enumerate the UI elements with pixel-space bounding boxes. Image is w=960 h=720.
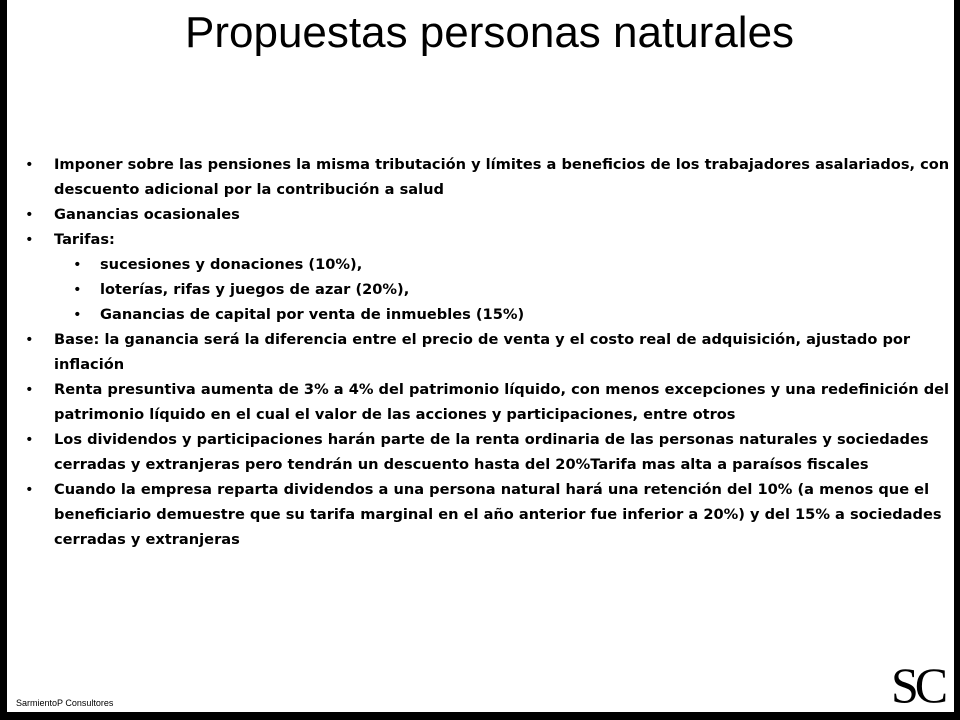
sub-bullet-item: • Ganancias de capital por venta de inmuebles (15%): [25, 302, 950, 327]
footer-company: SarmientoP Consultores: [16, 698, 114, 708]
slide-title: Propuestas personas naturales: [185, 8, 795, 57]
bullet-item: • Base: la ganancia será la diferencia entre el precio de venta y el costo real de adquisición, ajustado por inflación: [25, 327, 950, 377]
bullet-list: [25, 152, 950, 552]
bullet-item: • Ganancias ocasionales: [25, 202, 950, 227]
bullet-item: • Tarifas:: [25, 227, 950, 252]
bullet-item: • Cuando la empresa reparta dividendos a una persona natural hará una retención del 10% (a menos que el beneficiario demuestre que su tarifa marginal en el año anterior fue inferior a 20%) y del 15% a sociedades cerradas y extranjeras: [25, 477, 950, 552]
sc-logo: SC: [891, 657, 945, 712]
sub-bullet-item: • loterías, rifas y juegos de azar (20%),: [25, 277, 950, 302]
slide: [7, 0, 954, 712]
bullet-item: • Imponer sobre las pensiones la misma tributación y límites a beneficios de los trabajadores asalariados, con descuento adicional por la contribución a salud: [25, 152, 950, 202]
sub-bullet-item: • sucesiones y donaciones (10%),: [25, 252, 950, 277]
bullet-item: • Los dividendos y participaciones harán parte de la renta ordinaria de las personas naturales y sociedades cerradas y extranjeras pero tendrán un descuento hasta del 20%Tarifa mas alta a paraísos fiscales: [25, 427, 950, 477]
bullet-item: • Renta presuntiva aumenta de 3% a 4% del patrimonio líquido, con menos excepciones y una redefinición del patrimonio líquido en el cual el valor de las acciones y participaciones, entre otros: [25, 377, 950, 427]
